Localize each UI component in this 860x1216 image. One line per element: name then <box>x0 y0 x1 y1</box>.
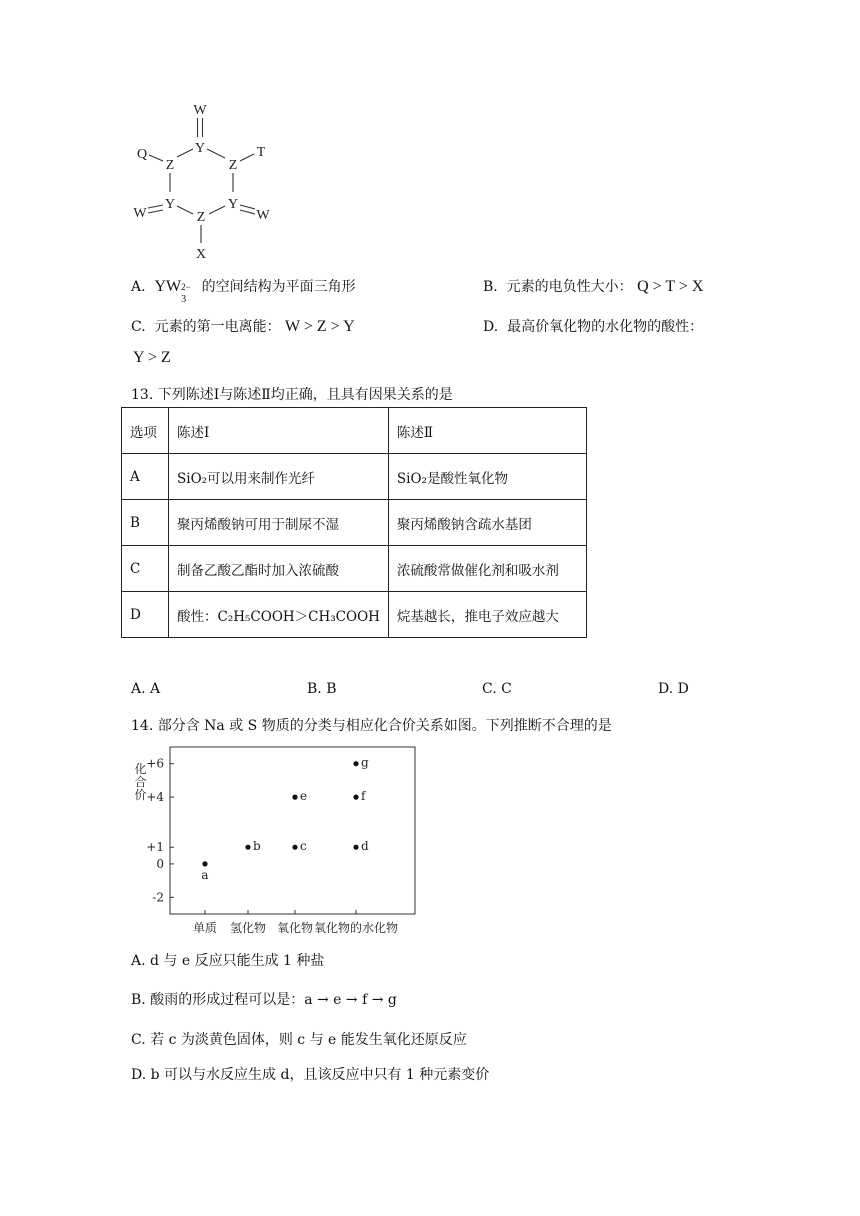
q14-option-c: C. 若 c 为淡黄色固体，则 c 与 e 能发生氧化还原反应 <box>131 1032 467 1048</box>
table-row <box>122 546 587 592</box>
y-axis-label: 化合价 <box>133 762 147 802</box>
table-row <box>122 592 587 638</box>
formula-subscript: 3 <box>181 294 187 305</box>
atom-z-right: Z <box>228 158 238 173</box>
table-cell: 聚丙烯酸钠含疏水基团 <box>388 500 586 546</box>
y-tick-label: +1 <box>146 840 164 855</box>
plot-frame <box>170 747 415 914</box>
data-point-b <box>245 845 250 850</box>
atom-top-w: W <box>193 103 207 118</box>
table-header-cell: 选项 <box>122 408 169 454</box>
atom-t: T <box>256 145 266 160</box>
formula-main: YW <box>154 278 182 295</box>
y-tick-label: -2 <box>152 890 164 905</box>
data-label-g: g <box>361 755 369 770</box>
data-point-c <box>292 845 297 850</box>
table-cell: 酸性：C₂H₅COOH＞CH₃COOH <box>169 592 389 638</box>
option-text: 元素的电负性大小： <box>506 279 633 295</box>
atom-w-right: W <box>256 208 270 223</box>
q12-option-b <box>483 276 703 296</box>
q13-choice-c: C. C <box>482 681 512 697</box>
option-prefix: C. <box>131 319 146 335</box>
q12-option-d <box>483 316 703 336</box>
q14-option-b: B. 酸雨的形成过程可以是：a → e → f → g <box>131 992 397 1008</box>
table-cell: A <box>122 454 169 500</box>
data-label-e: e <box>300 789 308 804</box>
table-cell: 烷基越长，推电子效应越大 <box>388 592 586 638</box>
data-label-b: b <box>253 839 261 854</box>
data-label-c: c <box>300 839 307 854</box>
y-tick-label: 0 <box>156 856 164 871</box>
y-tick-label: +4 <box>146 790 164 805</box>
table-row <box>122 500 587 546</box>
option-text: 的空间结构为平面三角形 <box>201 279 356 295</box>
atom-z-left: Z <box>165 158 175 173</box>
data-label-d: d <box>361 839 369 854</box>
formula-charge: 2− <box>181 282 191 292</box>
table-cell: B <box>122 500 169 546</box>
option-expr: W > Z > Y <box>285 318 355 335</box>
data-point-g <box>353 761 358 766</box>
table-cell: 聚丙烯酸钠可用于制尿不湿 <box>169 500 389 546</box>
atom-w-left: W <box>133 206 147 221</box>
formula <box>154 278 197 305</box>
valence-chart <box>120 742 440 942</box>
table-cell: C <box>122 546 169 592</box>
q14-option-d: D. b 可以与水反应生成 d，且该反应中只有 1 种元素变价 <box>131 1067 490 1083</box>
data-point-f <box>353 795 358 800</box>
x-tick-label: 氧化物的水化物 <box>313 921 399 935</box>
ring-molecule-diagram <box>125 95 285 265</box>
x-tick-label: 单质 <box>192 921 218 935</box>
data-point-d <box>353 845 358 850</box>
atom-x: X <box>195 247 207 262</box>
q12-option-a <box>131 276 356 305</box>
atom-z-bottom: Z <box>196 210 206 225</box>
q13-choice-a: A. A <box>131 681 161 697</box>
option-text: 元素的第一电离能： <box>154 319 281 335</box>
atom-top-y: Y <box>194 141 206 156</box>
option-prefix: A. <box>131 279 146 295</box>
data-label-f: f <box>361 789 366 804</box>
atom-q: Q <box>136 147 148 162</box>
data-point-a <box>202 861 207 866</box>
q12-option-d-expr: Y > Z <box>133 349 171 366</box>
q14-stem: 14. 部分含 Na 或 S 物质的分类与相应化合价关系如图。下列推断不合理的是 <box>131 718 612 734</box>
table-header-cell: 陈述Ⅰ <box>169 408 389 454</box>
q13-choice-b: B. B <box>307 681 337 697</box>
q13-stem: 13. 下列陈述Ⅰ与陈述Ⅱ均正确，且具有因果关系的是 <box>131 387 453 403</box>
q12-option-c <box>131 316 355 336</box>
table-cell: SiO₂可以用来制作光纤 <box>169 454 389 500</box>
table-cell: 制备乙酸乙酯时加入浓硫酸 <box>169 546 389 592</box>
option-prefix: B. <box>483 279 498 295</box>
q13-choice-d: D. D <box>658 681 689 697</box>
table-cell: D <box>122 592 169 638</box>
q13-table <box>121 407 587 638</box>
option-text: 最高价氧化物的水化物的酸性： <box>507 319 704 335</box>
table-cell: 浓硫酸常做催化剂和吸水剂 <box>388 546 586 592</box>
table-row <box>122 454 587 500</box>
q14-option-a: A. d 与 e 反应只能生成 1 种盐 <box>131 953 325 969</box>
atom-y-right: Y <box>227 197 239 212</box>
data-point-e <box>292 795 297 800</box>
table-header-row <box>122 408 587 454</box>
option-prefix: D. <box>483 319 499 335</box>
data-label-a: a <box>201 867 209 882</box>
option-expr: Q > T > X <box>637 278 704 295</box>
x-tick-label: 氧化物 <box>276 921 314 935</box>
x-tick-label: 氢化物 <box>229 921 267 935</box>
y-tick-label: +6 <box>146 756 164 771</box>
table-cell: SiO₂是酸性氧化物 <box>388 454 586 500</box>
atom-y-left: Y <box>164 197 176 212</box>
table-header-cell: 陈述Ⅱ <box>388 408 586 454</box>
